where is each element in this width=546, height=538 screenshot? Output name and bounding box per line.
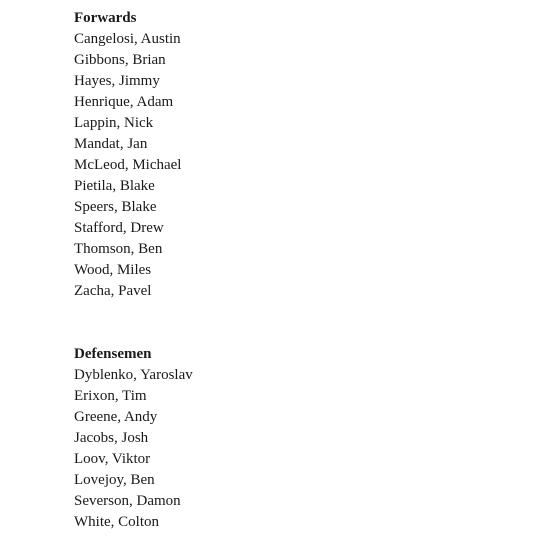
player-name: Severson, Damon — [74, 493, 181, 509]
player-name: Pietila, Blake — [74, 178, 155, 194]
player-name: Zacha, Pavel — [74, 283, 152, 299]
forwards-list — [74, 29, 514, 302]
player-name: Wood, Miles — [74, 262, 152, 278]
player-name: Gibbons, Brian — [74, 52, 166, 68]
player-name: Lappin, Nick — [74, 115, 154, 131]
player-name: Cangelosi, Austin — [74, 31, 181, 47]
forwards-heading: Forwards — [74, 10, 137, 26]
defensemen-section — [74, 344, 514, 533]
defensemen-list — [74, 365, 514, 533]
player-name: Speers, Blake — [74, 199, 157, 215]
player-name: Dyblenko, Yaroslav — [74, 367, 193, 383]
roster-document — [74, 8, 514, 533]
forwards-section — [74, 8, 514, 302]
player-name: Thomson, Ben — [74, 241, 163, 257]
player-name: McLeod, Michael — [74, 157, 182, 173]
player-name: Loov, Viktor — [74, 451, 151, 467]
player-name: Mandat, Jan — [74, 136, 148, 152]
player-name: Hayes, Jimmy — [74, 73, 160, 89]
player-name: White, Colton — [74, 514, 159, 530]
player-name: Erixon, Tim — [74, 388, 147, 404]
player-name: Henrique, Adam — [74, 94, 174, 110]
player-name: Greene, Andy — [74, 409, 158, 425]
player-name: Lovejoy, Ben — [74, 472, 155, 488]
player-name: Jacobs, Josh — [74, 430, 149, 446]
player-name: Stafford, Drew — [74, 220, 164, 236]
defensemen-heading: Defensemen — [74, 346, 152, 362]
